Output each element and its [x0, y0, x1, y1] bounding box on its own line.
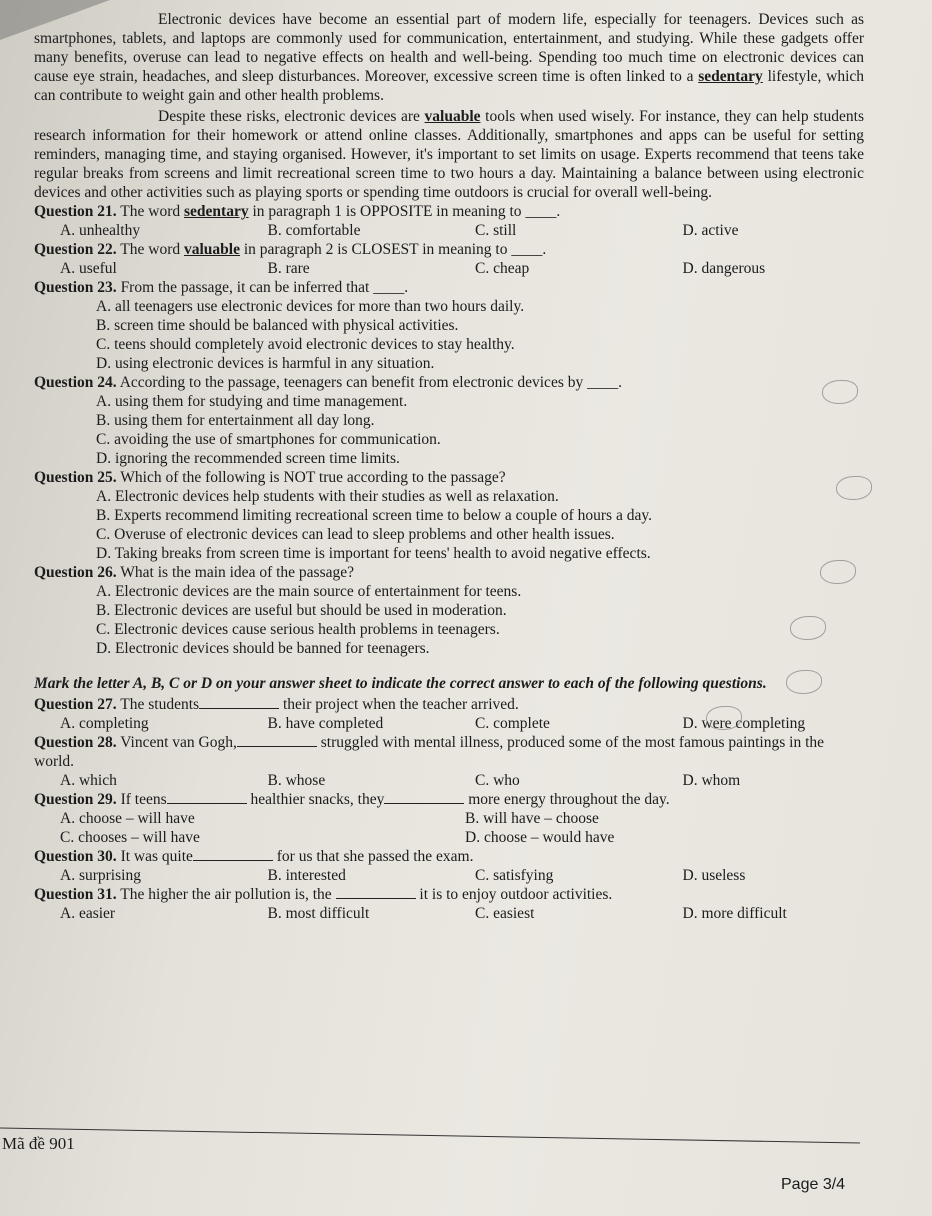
- p2-underlined: valuable: [424, 108, 481, 125]
- page-number: Page 3/4: [781, 1176, 846, 1193]
- q22-option-c[interactable]: C. cheap: [475, 260, 530, 277]
- q29-option-d[interactable]: D. choose – would have: [465, 829, 615, 846]
- q30-label: Question 30.: [34, 848, 117, 865]
- question-23: [34, 278, 864, 373]
- q31-option-a[interactable]: A. easier: [60, 905, 116, 922]
- q23-text: From the passage, it can be inferred that ____.: [120, 279, 409, 296]
- section-instruction: Mark the letter A, B, C or D on your answer sheet to indicate the correct answer to each of the following questions.: [34, 675, 767, 692]
- q29-pre: If teens: [120, 791, 167, 808]
- q23-option-a[interactable]: A. all teenagers use electronic devices for more than two hours daily.: [96, 298, 525, 315]
- q25-text: Which of the following is NOT true according to the passage?: [120, 469, 506, 486]
- q21-option-d[interactable]: D. active: [682, 222, 739, 239]
- q27-option-c[interactable]: C. complete: [475, 715, 550, 732]
- q25-option-b[interactable]: B. Experts recommend limiting recreational screen time to below a couple of hours a day.: [96, 507, 652, 524]
- q25-label: Question 25.: [34, 469, 117, 486]
- q22-pre: The word: [120, 241, 181, 258]
- paragraph-2: [34, 107, 864, 202]
- q28-pre: Vincent van Gogh,: [120, 734, 237, 751]
- q31-label: Question 31.: [34, 886, 117, 903]
- q31-option-b[interactable]: B. most difficult: [267, 905, 370, 922]
- q31-option-d[interactable]: D. more difficult: [682, 905, 787, 922]
- q27-option-b[interactable]: B. have completed: [267, 715, 384, 732]
- content: [34, 10, 864, 923]
- footer-divider: [0, 1127, 860, 1143]
- q26-option-a[interactable]: A. Electronic devices are the main source of entertainment for teens.: [96, 583, 522, 600]
- q29-label: Question 29.: [34, 791, 117, 808]
- p2-end: tools when used wisely. For instance, they can help students research information for their homework or attend online classes. Additionally, smartphones and apps can be useful for setting reminders, managing time, and staying organised. However, it's important to set limits on usage. Experts recommend that teens take regular breaks from screens and limit recreational screen time to two hours a day. Maintaining a balance between using electronic devices and other activities such as playing sports or spending time outdoors is crucial for overall well-being.: [34, 108, 865, 201]
- q27-label: Question 27.: [34, 696, 117, 713]
- q24-text: According to the passage, teenagers can benefit from electronic devices by ____.: [119, 374, 622, 391]
- question-28: [34, 733, 864, 790]
- q24-option-b[interactable]: B. using them for entertainment all day long.: [96, 412, 375, 429]
- q26-text: What is the main idea of the passage?: [120, 564, 355, 581]
- question-31: [34, 885, 864, 923]
- q26-label: Question 26.: [34, 564, 117, 581]
- q30-option-d[interactable]: D. useless: [682, 867, 746, 884]
- q27-post: their project when the teacher arrived.: [282, 696, 519, 713]
- question-24: [34, 373, 864, 468]
- doodle-icon: [836, 476, 872, 500]
- q21-pre: The word: [120, 203, 181, 220]
- q25-option-d[interactable]: D. Taking breaks from screen time is important for teens' health to avoid negative effects.: [96, 545, 651, 562]
- q27-option-a[interactable]: A. completing: [60, 715, 149, 732]
- q27-option-d[interactable]: D. were completing: [682, 715, 806, 732]
- q21-option-c[interactable]: C. still: [475, 222, 517, 239]
- q28-label: Question 28.: [34, 734, 117, 751]
- q22-post: in paragraph 2 is CLOSEST in meaning to ____.: [243, 241, 547, 258]
- q30-option-c[interactable]: C. satisfying: [475, 867, 554, 884]
- q29-blank-1: [167, 790, 247, 804]
- doodle-icon: [820, 560, 856, 584]
- q27-blank: [199, 695, 279, 709]
- q26-option-c[interactable]: C. Electronic devices cause serious health problems in teenagers.: [96, 621, 500, 638]
- doodle-icon: [706, 706, 742, 730]
- q22-word: valuable: [184, 241, 240, 258]
- q22-option-a[interactable]: A. useful: [60, 260, 117, 277]
- q31-post: it is to enjoy outdoor activities.: [419, 886, 613, 903]
- q29-mid: healthier snacks, they: [250, 791, 385, 808]
- q30-options: [34, 866, 864, 885]
- q29-post: more energy throughout the day.: [468, 791, 670, 808]
- q31-pre: The higher the air pollution is, the: [120, 886, 332, 903]
- q22-options: [34, 259, 864, 278]
- q29-option-b[interactable]: B. will have – choose: [465, 810, 599, 827]
- q24-label: Question 24.: [34, 374, 117, 391]
- q31-blank: [336, 885, 416, 899]
- q21-options: [34, 221, 864, 240]
- doodle-icon: [790, 616, 826, 640]
- q23-label: Question 23.: [34, 279, 117, 296]
- q30-option-a[interactable]: A. surprising: [60, 867, 141, 884]
- q24-option-c[interactable]: C. avoiding the use of smartphones for communication.: [96, 431, 441, 448]
- q21-post: in paragraph 1 is OPPOSITE in meaning to ____.: [252, 203, 561, 220]
- q21-option-b[interactable]: B. comfortable: [267, 222, 361, 239]
- p1-underlined: sedentary: [698, 68, 763, 85]
- question-22: [34, 240, 864, 278]
- doodle-icon: [786, 670, 822, 694]
- q27-pre: The students: [120, 696, 200, 713]
- q28-option-c[interactable]: C. who: [475, 772, 520, 789]
- q31-option-c[interactable]: C. easiest: [475, 905, 535, 922]
- p1-text: Electronic devices have become an essential part of modern life, especially for teenagers. Devices such as smartphones, tablets, and laptops are commonly used for communication, entertainment, and studying. While these gadgets offer many benefits, overuse can lead to negative effects on health and well-being. Spending too much time on electronic devices can cause eye strain, headaches, and sleep disturbances. Moreover, excessive screen time is often linked to a: [34, 11, 864, 85]
- q28-option-d[interactable]: D. whom: [682, 772, 741, 789]
- q23-option-b[interactable]: B. screen time should be balanced with physical activities.: [96, 317, 459, 334]
- q24-option-a[interactable]: A. using them for studying and time management.: [96, 393, 408, 410]
- q30-option-b[interactable]: B. interested: [267, 867, 346, 884]
- q30-pre: It was quite: [120, 848, 193, 865]
- p1-end: lifestyle, which can contribute to weight gain and other health problems.: [34, 68, 865, 104]
- question-26: [34, 563, 864, 658]
- q21-label: Question 21.: [34, 203, 117, 220]
- q31-options: [34, 904, 864, 923]
- q29-option-c[interactable]: C. chooses – will have: [60, 829, 200, 846]
- question-29: [34, 790, 864, 847]
- q29-row-1: [34, 809, 864, 828]
- q26-option-d[interactable]: D. Electronic devices should be banned for teenagers.: [96, 640, 430, 657]
- exam-code: Mã đề 901: [2, 1134, 75, 1153]
- q24-option-d[interactable]: D. ignoring the recommended screen time limits.: [96, 450, 400, 467]
- question-21: [34, 202, 864, 240]
- question-25: [34, 468, 864, 563]
- q22-option-d[interactable]: D. dangerous: [682, 260, 766, 277]
- q26-option-b[interactable]: B. Electronic devices are useful but should be used in moderation.: [96, 602, 507, 619]
- q29-option-a[interactable]: A. choose – will have: [60, 810, 195, 827]
- q28-option-b[interactable]: B. whose: [267, 772, 326, 789]
- q22-option-b[interactable]: B. rare: [267, 260, 310, 277]
- q23-option-c[interactable]: C. teens should completely avoid electronic devices to stay healthy.: [96, 336, 515, 353]
- q28-post: struggled with mental illness, produced some of the most famous paintings in the world.: [34, 734, 825, 770]
- q29-blank-2: [384, 790, 464, 804]
- q21-option-a[interactable]: A. unhealthy: [60, 222, 141, 239]
- q21-word: sedentary: [184, 203, 249, 220]
- q25-option-c[interactable]: C. Overuse of electronic devices can lead to sleep problems and other health issues.: [96, 526, 615, 543]
- q28-option-a[interactable]: A. which: [60, 772, 117, 789]
- q23-option-d[interactable]: D. using electronic devices is harmful in any situation.: [96, 355, 435, 372]
- q22-label: Question 22.: [34, 241, 117, 258]
- q29-row-2: [34, 828, 864, 847]
- q30-blank: [193, 847, 273, 861]
- q30-post: for us that she passed the exam.: [276, 848, 474, 865]
- q28-options: [34, 771, 864, 790]
- doodle-icon: [822, 380, 858, 404]
- question-30: [34, 847, 864, 885]
- paragraph-1: [34, 10, 864, 105]
- p2-start: Despite these risks, electronic devices are: [158, 108, 420, 125]
- q28-blank: [237, 733, 317, 747]
- q25-option-a[interactable]: A. Electronic devices help students with their studies as well as relaxation.: [96, 488, 559, 505]
